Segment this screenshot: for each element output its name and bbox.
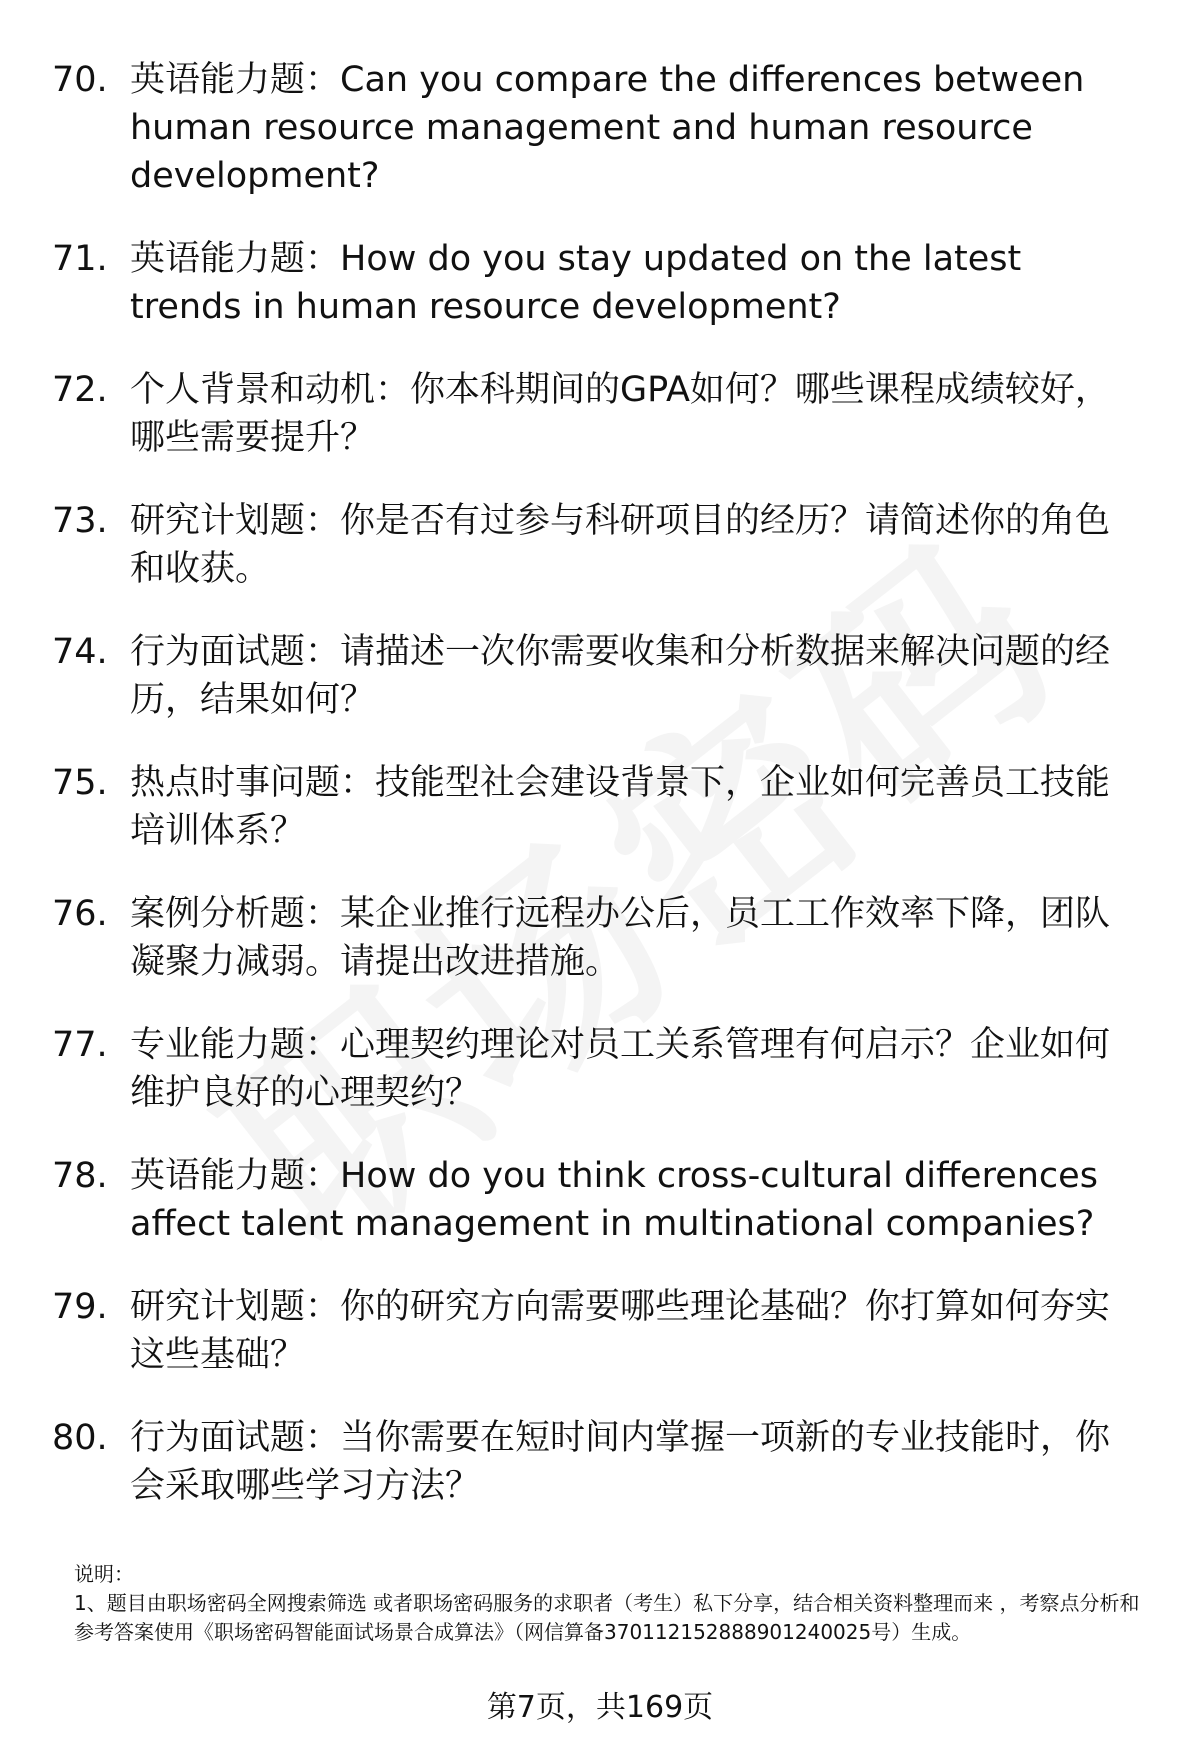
question-number: 71. bbox=[52, 239, 108, 279]
notes-section bbox=[74, 1560, 1154, 1647]
question-text: 英语能力题：How do you stay updated on the latest trends in human resource development? bbox=[130, 239, 1022, 327]
question-list bbox=[52, 56, 1142, 1545]
question-text: 研究计划题：你是否有过参与科研项目的经历？请简述你的角色和收获。 bbox=[130, 501, 1111, 589]
notes-heading: 说明： bbox=[74, 1562, 134, 1586]
question-text: 研究计划题：你的研究方向需要哪些理论基础？你打算如何夯实这些基础？ bbox=[130, 1287, 1111, 1375]
question-text: 案例分析题：某企业推行远程办公后，员工工作效率下降，团队凝聚力减弱。请提出改进措施。 bbox=[130, 894, 1111, 982]
question-text: 个人背景和动机：你本科期间的GPA如何？哪些课程成绩较好，哪些需要提升？ bbox=[130, 370, 1110, 458]
page-number: 第7页，共169页 bbox=[486, 1690, 714, 1725]
question-item bbox=[52, 497, 1142, 593]
question-item bbox=[52, 1283, 1142, 1379]
question-text: 英语能力题：How do you think cross-cultural differences affect talent management in multinational companies? bbox=[130, 1156, 1098, 1244]
question-text: 英语能力题：Can you compare the differences between human resource management and human resource development? bbox=[130, 60, 1085, 196]
question-number: 78. bbox=[52, 1156, 108, 1196]
notes-line: 1、题目由职场密码全网搜索筛选 或者职场密码服务的求职者（考生）私下分享，结合相关资料整理而来 ，考察点分析和参考答案使用《职场密码智能面试场景合成算法》（网信算备370112152888901240025号）生成。 bbox=[74, 1591, 1140, 1644]
question-text: 专业能力题：心理契约理论对员工关系管理有何启示？企业如何维护良好的心理契约？ bbox=[130, 1025, 1111, 1113]
question-number: 72. bbox=[52, 370, 108, 410]
question-item bbox=[52, 628, 1142, 724]
question-number: 80. bbox=[52, 1418, 108, 1458]
question-number: 73. bbox=[52, 501, 108, 541]
question-item bbox=[52, 1021, 1142, 1117]
question-item bbox=[52, 56, 1142, 200]
question-number: 75. bbox=[52, 763, 108, 803]
question-number: 77. bbox=[52, 1025, 108, 1065]
question-number: 74. bbox=[52, 632, 108, 672]
question-item bbox=[52, 1414, 1142, 1510]
question-number: 70. bbox=[52, 60, 108, 100]
question-text: 行为面试题：请描述一次你需要收集和分析数据来解决问题的经历，结果如何？ bbox=[130, 632, 1111, 720]
question-number: 79. bbox=[52, 1287, 108, 1327]
question-text: 热点时事问题：技能型社会建设背景下，企业如何完善员工技能培训体系？ bbox=[130, 763, 1111, 851]
question-item bbox=[52, 1152, 1142, 1248]
question-item bbox=[52, 759, 1142, 855]
question-item bbox=[52, 890, 1142, 986]
question-number: 76. bbox=[52, 894, 108, 934]
question-text: 行为面试题：当你需要在短时间内掌握一项新的专业技能时，你会采取哪些学习方法？ bbox=[130, 1418, 1111, 1506]
question-item bbox=[52, 366, 1142, 462]
question-item bbox=[52, 235, 1142, 331]
